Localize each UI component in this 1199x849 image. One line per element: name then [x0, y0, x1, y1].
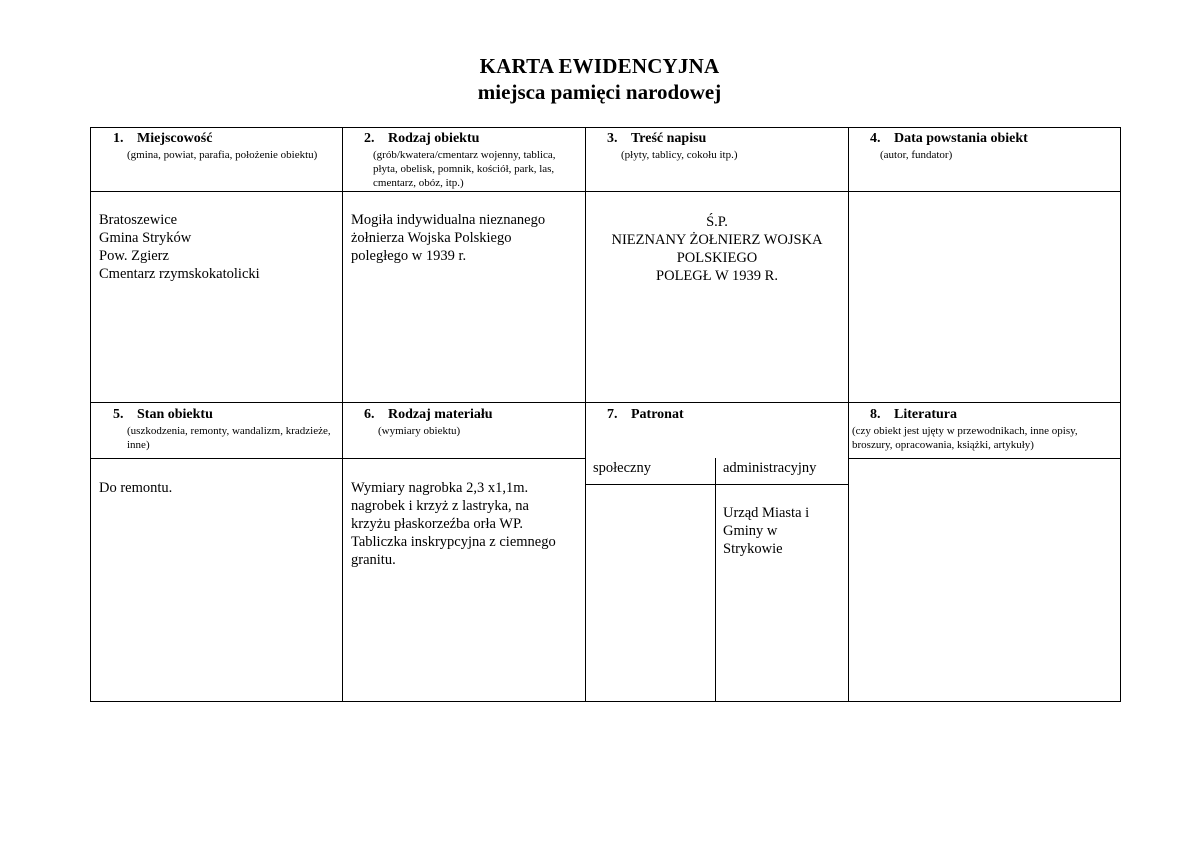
text-line: Tabliczka inskrypcyjna z ciemnego [351, 534, 556, 550]
row-divider [91, 458, 585, 459]
section-8-header [852, 407, 1118, 452]
section-label: Stan obiektu [137, 407, 213, 422]
section-description: (wymiary obiektu) [378, 425, 461, 437]
record-card-table [90, 127, 1121, 702]
section-number: 7. [607, 407, 618, 422]
section-label: Treść napisu [631, 131, 707, 146]
section-5-header [113, 407, 338, 452]
text-line: Bratoszewice [99, 212, 178, 228]
section-label: Rodzaj materiału [388, 407, 493, 422]
text-line: NIEZNANY ŻOŁNIERZ WOJSKA [611, 232, 823, 248]
text-line: Cmentarz rzymskokatolicki [99, 266, 260, 282]
section-number: 8. [870, 407, 881, 422]
row-divider [91, 191, 1120, 192]
patronat-social-label: społeczny [593, 460, 651, 476]
patronat-divider [715, 458, 716, 702]
text-line: Strykowie [723, 541, 783, 557]
section-description: (uszkodzenia, remonty, wandalizm, kradzieże, inne) [127, 425, 331, 451]
text-line: Urząd Miasta i [723, 505, 810, 521]
section-label: Miejscowość [137, 131, 213, 146]
text-line: Pow. Zgierz [99, 248, 169, 264]
section-number: 4. [870, 131, 881, 146]
section-description: (gmina, powiat, parafia, położenie obiektu) [127, 149, 318, 161]
column-divider [342, 128, 343, 701]
column-divider [585, 128, 586, 701]
document-title: KARTA EWIDENCYJNA [479, 54, 720, 78]
section-number: 6. [364, 407, 375, 422]
row-divider [848, 458, 1121, 459]
text-line: Mogiła indywidualna nieznanego [351, 212, 546, 228]
text-line: nagrobek i krzyż z lastryka, na [351, 498, 529, 514]
section-description: (płyty, tablicy, cokołu itp.) [621, 149, 738, 161]
text-line: poległego w 1939 r. [351, 248, 467, 264]
section-description: (czy obiekt jest ujęty w przewodnikach, inne opisy, broszury, opracowania, książki, artykuły) [852, 425, 1078, 451]
section-label: Literatura [894, 407, 957, 422]
section-2-header [364, 131, 576, 190]
patronat-divider [585, 484, 848, 485]
section-description: (grób/kwatera/cmentarz wojenny, tablica, płyta, obelisk, pomnik, kościół, park, las, cmentarz, obóz, itp.) [373, 149, 556, 189]
section-number: 2. [364, 131, 375, 146]
section-label: Patronat [631, 407, 684, 422]
document-subtitle: miejsca pamięci narodowej [477, 80, 722, 104]
row-divider [91, 402, 1120, 403]
text-line: krzyżu płaskorzeźba orła WP. [351, 516, 524, 532]
section-3-content [591, 213, 843, 285]
section-label: Rodzaj obiektu [388, 131, 480, 146]
section-7-header [607, 407, 843, 423]
section-description: (autor, fundator) [880, 149, 953, 161]
text-line: POLEGŁ W 1939 R. [656, 268, 778, 284]
section-number: 3. [607, 131, 618, 146]
section-number: 5. [113, 407, 124, 422]
text-line: Gmina Stryków [99, 230, 192, 246]
section-1-header [113, 131, 333, 162]
text-line: żołnierza Wojska Polskiego [351, 230, 512, 246]
text-line: Ś.P. [706, 214, 728, 230]
text-line: POLSKIEGO [676, 250, 758, 266]
section-1-content [99, 211, 334, 283]
column-divider [848, 128, 849, 701]
patronat-admin-label: administracyjny [723, 460, 817, 476]
section-3-header [607, 131, 843, 162]
section-4-header [870, 131, 1115, 162]
text-line: Wymiary nagrobka 2,3 x1,1m. [351, 480, 529, 496]
text-line: granitu. [351, 552, 396, 568]
section-number: 1. [113, 131, 124, 146]
text-line: Gminy w [723, 523, 778, 539]
section-2-content [351, 211, 583, 265]
patronat-admin-content [723, 504, 843, 558]
section-5-content: Do remontu. [99, 480, 173, 496]
section-6-header [364, 407, 579, 438]
section-6-content [351, 479, 583, 569]
section-label: Data powstania obiekt [894, 131, 1028, 146]
